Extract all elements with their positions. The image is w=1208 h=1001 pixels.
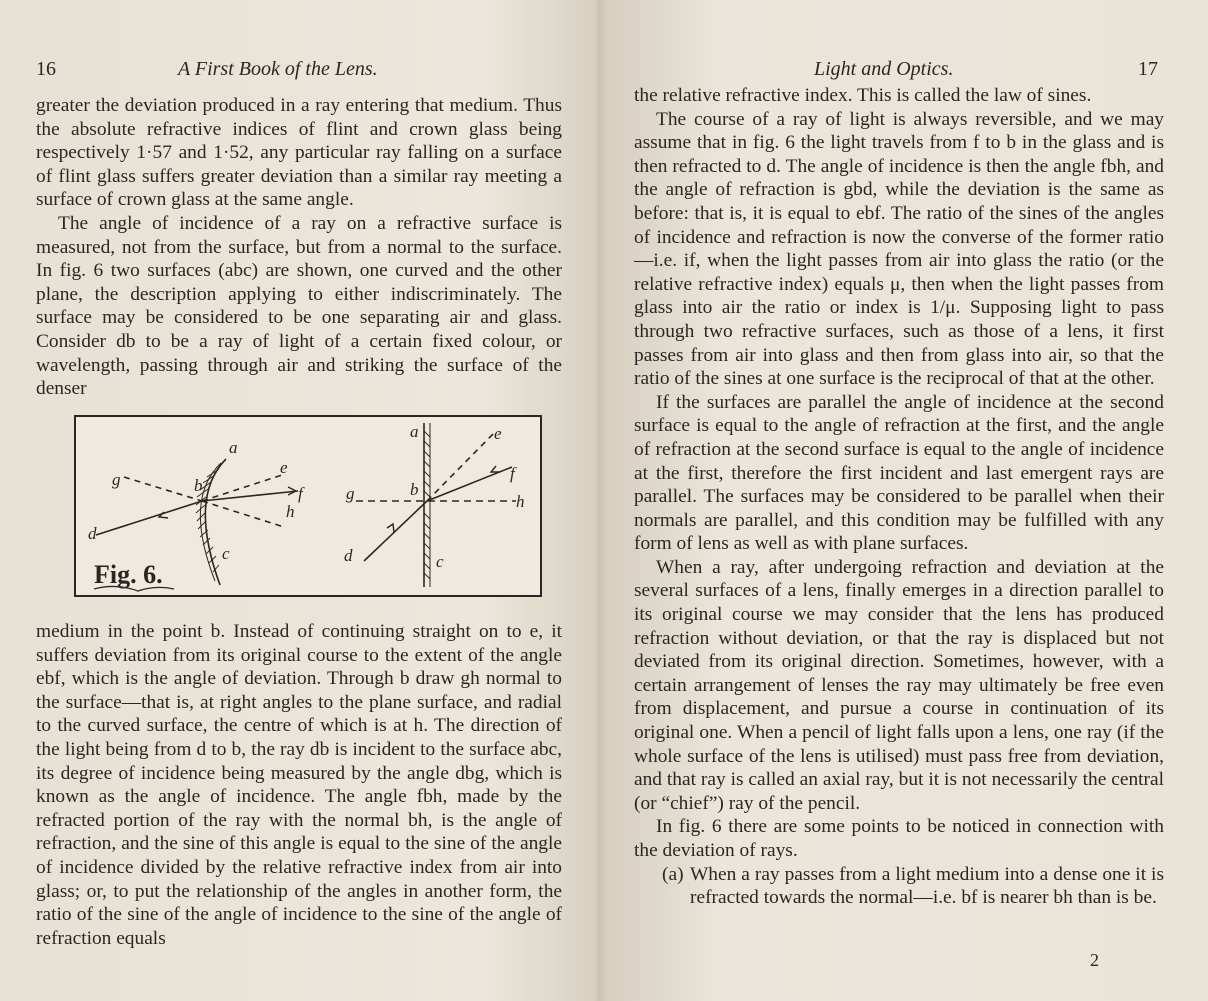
fig-label: a xyxy=(229,438,238,457)
page-number-left: 16 xyxy=(36,58,56,80)
fig-label: f xyxy=(510,464,515,483)
list-item xyxy=(634,863,1164,910)
fig-label: d xyxy=(344,546,353,565)
paragraph: The angle of incidence of a ray on a refractive surface is measured, not from the surface, but from a normal to the surface. In fig. 6 two surfaces (abc) are shown, one curved and the other plane, the description applying to either indiscriminately. The surface may be considered to be one separating air and glass. Consider db to be a ray of light of a certain fixed colour, or wavelength, passing through air and striking the surface of the denser xyxy=(36,212,562,400)
paragraph: the relative refractive index. This is called the law of sines. xyxy=(634,85,1092,106)
figure-6 xyxy=(74,415,542,597)
left-text-top xyxy=(36,94,562,401)
page-number-right: 17 xyxy=(1138,58,1158,80)
signature-mark: 2 xyxy=(1090,950,1099,970)
incident-ray-db-plane xyxy=(364,501,427,561)
fig-label: f xyxy=(298,484,303,503)
fig-label: h xyxy=(516,492,525,511)
paragraph: The course of a ray of light is always reversible, and we may assume that in fig. 6 the light travels from f to b in the glass and is then refracted to d. The angle of incidence is then the angle fbh, and the angle of refraction is gbd, while the deviation is the same as before: that is, it is equal to ebf. The ratio of the sines of the angles of incidence and refraction is now the converse of the former ratio—i.e. if, when the light passes from air into glass the ratio (or the relative refractive index) equals μ, then when the light passes from glass into air the ratio or index is 1/μ. Supposing light to pass through two refractive surfaces, such as those of a lens, it first passes from air into glass and then from glass into air, so that the ratio of the sines at one surface is the reciprocal of that at the other. xyxy=(634,108,1164,390)
normal-h xyxy=(202,501,284,527)
fig-label: b xyxy=(410,480,419,499)
running-title-right: Light and Optics. xyxy=(814,58,954,80)
paragraph: medium in the point b. Instead of continuing straight on to e, it suffers deviation from its original course to the extent of the angle ebf, which is the angle of deviation. Through b draw gh normal to the surface—that is, at right angles to the plane surface, and radial to the curved surface, the centre of which is at h. The direction of the light being from d to b, the ray db is incident to the surface abc, its degree of incidence being measured by the angle dbg, which is known as the angle of incidence. The angle fbh, made by the refracted portion of the ray with the normal bh, is the angle of refraction, and the sine of this angle is equal to the sine of the angle of incidence divided by the relative refractive index from air into glass; or, to put the relationship of the angles in another form, the ratio of the sine of the angle of incidence to the sine of the angle of refraction equals xyxy=(36,621,562,949)
paragraph: When a ray, after undergoing refraction and deviation at the several surfaces of a lens, finally emerges in a direction parallel to its original course we may consider that the lens has produced refraction without deviation, or that the ray is displaced but not deviated from its original direction. Sometimes, however, with a certain arrangement of lenses the ray may ultimately be free even from displacement, and pursue a course in continuation of its original one. When a pencil of light falls upon a lens, one ray (if the whole surface of the lens is utilised) must pass free from deviation, and that ray is called an axial ray, but it is not necessarily the central (or “chief”) ray of the pencil. xyxy=(634,556,1164,814)
fig-label: e xyxy=(280,458,288,477)
fig6-diagram xyxy=(76,417,540,595)
incident-ray-db xyxy=(96,501,202,535)
right-text xyxy=(634,84,1164,910)
fig-label: h xyxy=(286,502,295,521)
fig-label: g xyxy=(346,484,355,503)
fig-label: e xyxy=(494,424,502,443)
paragraph: If the surfaces are parallel the angle of incidence at the second surface is equal to the angle of refraction at the first, and the angle of refraction at the second surface is equal to the angle of incidence at the first, therefore the first incident and last emergent rays are parallel. The surfaces may be considered to be parallel when their normals are parallel, and this condition may be fulfilled with any form of lens as well as with plane surfaces. xyxy=(634,391,1164,555)
paragraph: greater the deviation produced in a ray entering that medium. Thus the absolute refractive indices of flint and crown glass being respectively 1·57 and 1·52, any particular ray falling on a surface of flint glass suffers greater deviation than a similar ray meeting a surface of crown glass at the same angle. xyxy=(36,95,562,211)
right-page xyxy=(604,0,1208,1001)
fig-label: b xyxy=(194,476,203,495)
fig-label: g xyxy=(112,470,121,489)
list-text: When a ray passes from a light medium into a dense one it is refracted towards the normal—i.e. bf is nearer bh than is be. xyxy=(690,863,1164,909)
figure-caption: Fig. 6. xyxy=(94,560,163,589)
left-page xyxy=(0,0,600,1001)
fig-label: c xyxy=(436,552,444,571)
left-text-bottom xyxy=(36,620,562,950)
undeviated-ray-be-plane xyxy=(427,433,494,501)
curved-surface xyxy=(205,459,226,585)
fig-label: c xyxy=(222,544,230,563)
fig-label: d xyxy=(88,524,97,543)
fig-label: a xyxy=(410,422,419,441)
normal-g xyxy=(124,477,202,501)
paragraph: In fig. 6 there are some points to be noticed in connection with the deviation of rays. xyxy=(634,816,1164,861)
running-title-left: A First Book of the Lens. xyxy=(178,58,378,80)
list-label: (a) xyxy=(662,863,684,885)
